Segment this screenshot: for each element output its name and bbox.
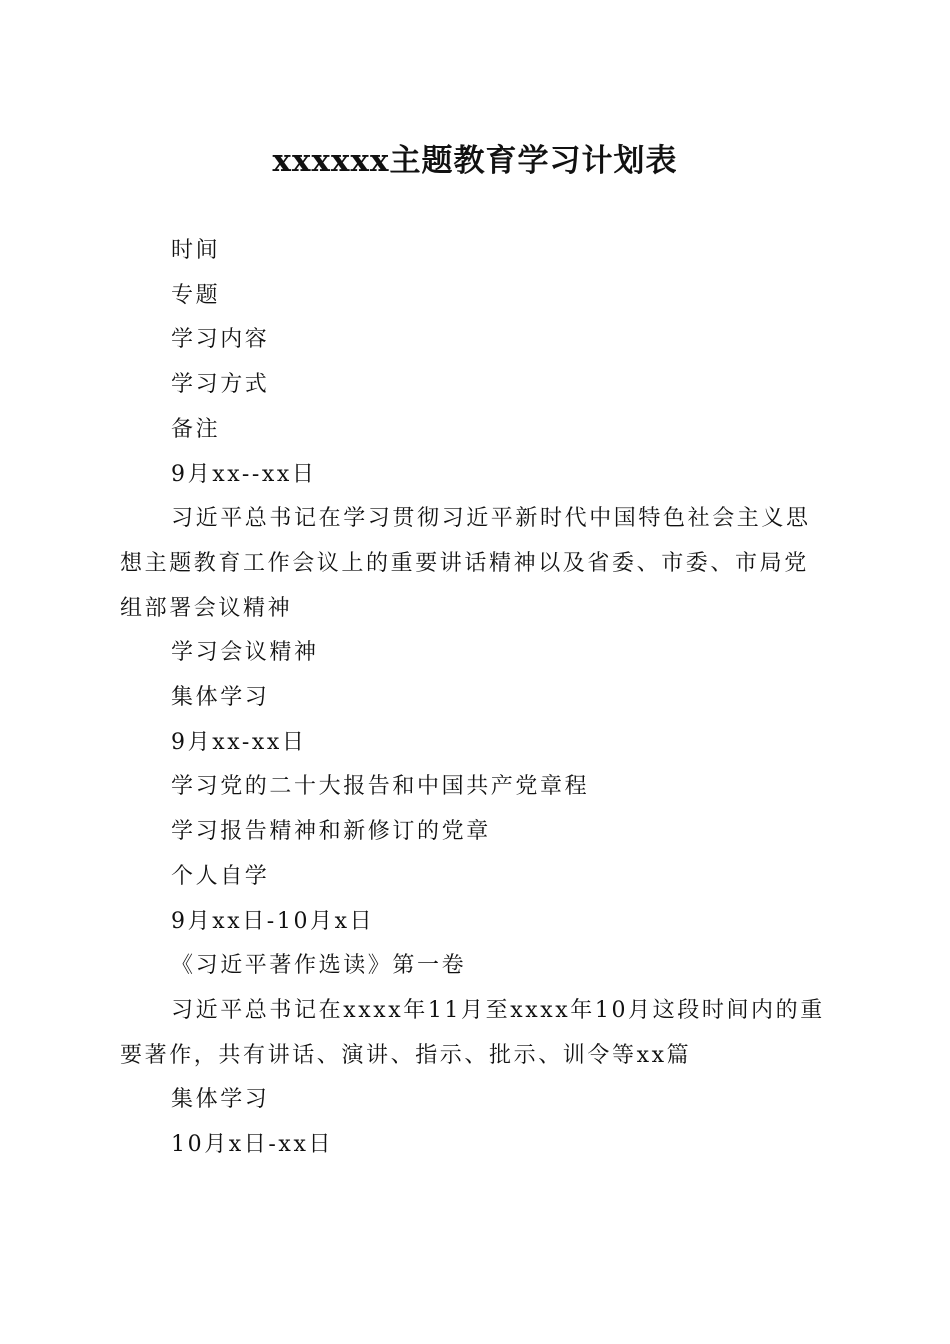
paragraph-row2-time: 9月xx-xx日 bbox=[171, 729, 307, 755]
document-title: xxxxxx主题教育学习计划表 bbox=[272, 143, 678, 179]
paragraph-row1-time: 9月xx--xx日 bbox=[171, 461, 317, 487]
paragraph-row1-content: 学习会议精神 bbox=[171, 640, 319, 666]
paragraph-row3-topic: 《习近平著作选读》第一卷 bbox=[171, 953, 467, 979]
paragraph-row3-method: 集体学习 bbox=[171, 1087, 270, 1113]
paragraph-row4-time: 10月x日-xx日 bbox=[171, 1132, 334, 1158]
paragraph-row3-content: 习近平总书记在xxxx年11月至xxxx年10月这段时间内的重要著作，共有讲话、演讲、指示、批示、训令等xx篇 bbox=[120, 997, 825, 1068]
document-body bbox=[120, 229, 832, 1168]
paragraph-header-content: 学习内容 bbox=[171, 327, 270, 353]
paragraph-row2-topic: 学习党的二十大报告和中国共产党章程 bbox=[171, 774, 590, 800]
paragraph-row3-time: 9月xx日-10月x日 bbox=[171, 908, 375, 934]
paragraph-header-topic: 专题 bbox=[171, 282, 221, 308]
paragraph-header-method: 学习方式 bbox=[171, 372, 270, 398]
paragraph-header-remarks: 备注 bbox=[171, 416, 221, 442]
paragraph-row1-method: 集体学习 bbox=[171, 685, 270, 711]
paragraph-row2-content: 学习报告精神和新修订的党章 bbox=[171, 819, 491, 845]
paragraph-row2-method: 个人自学 bbox=[171, 863, 270, 889]
paragraph-header-time: 时间 bbox=[171, 238, 221, 263]
paragraph-row1-topic: 习近平总书记在学习贯彻习近平新时代中国特色社会主义思想主题教育工作会议上的重要讲话精神以及省委、市委、市局党组部署会议精神 bbox=[120, 506, 811, 621]
